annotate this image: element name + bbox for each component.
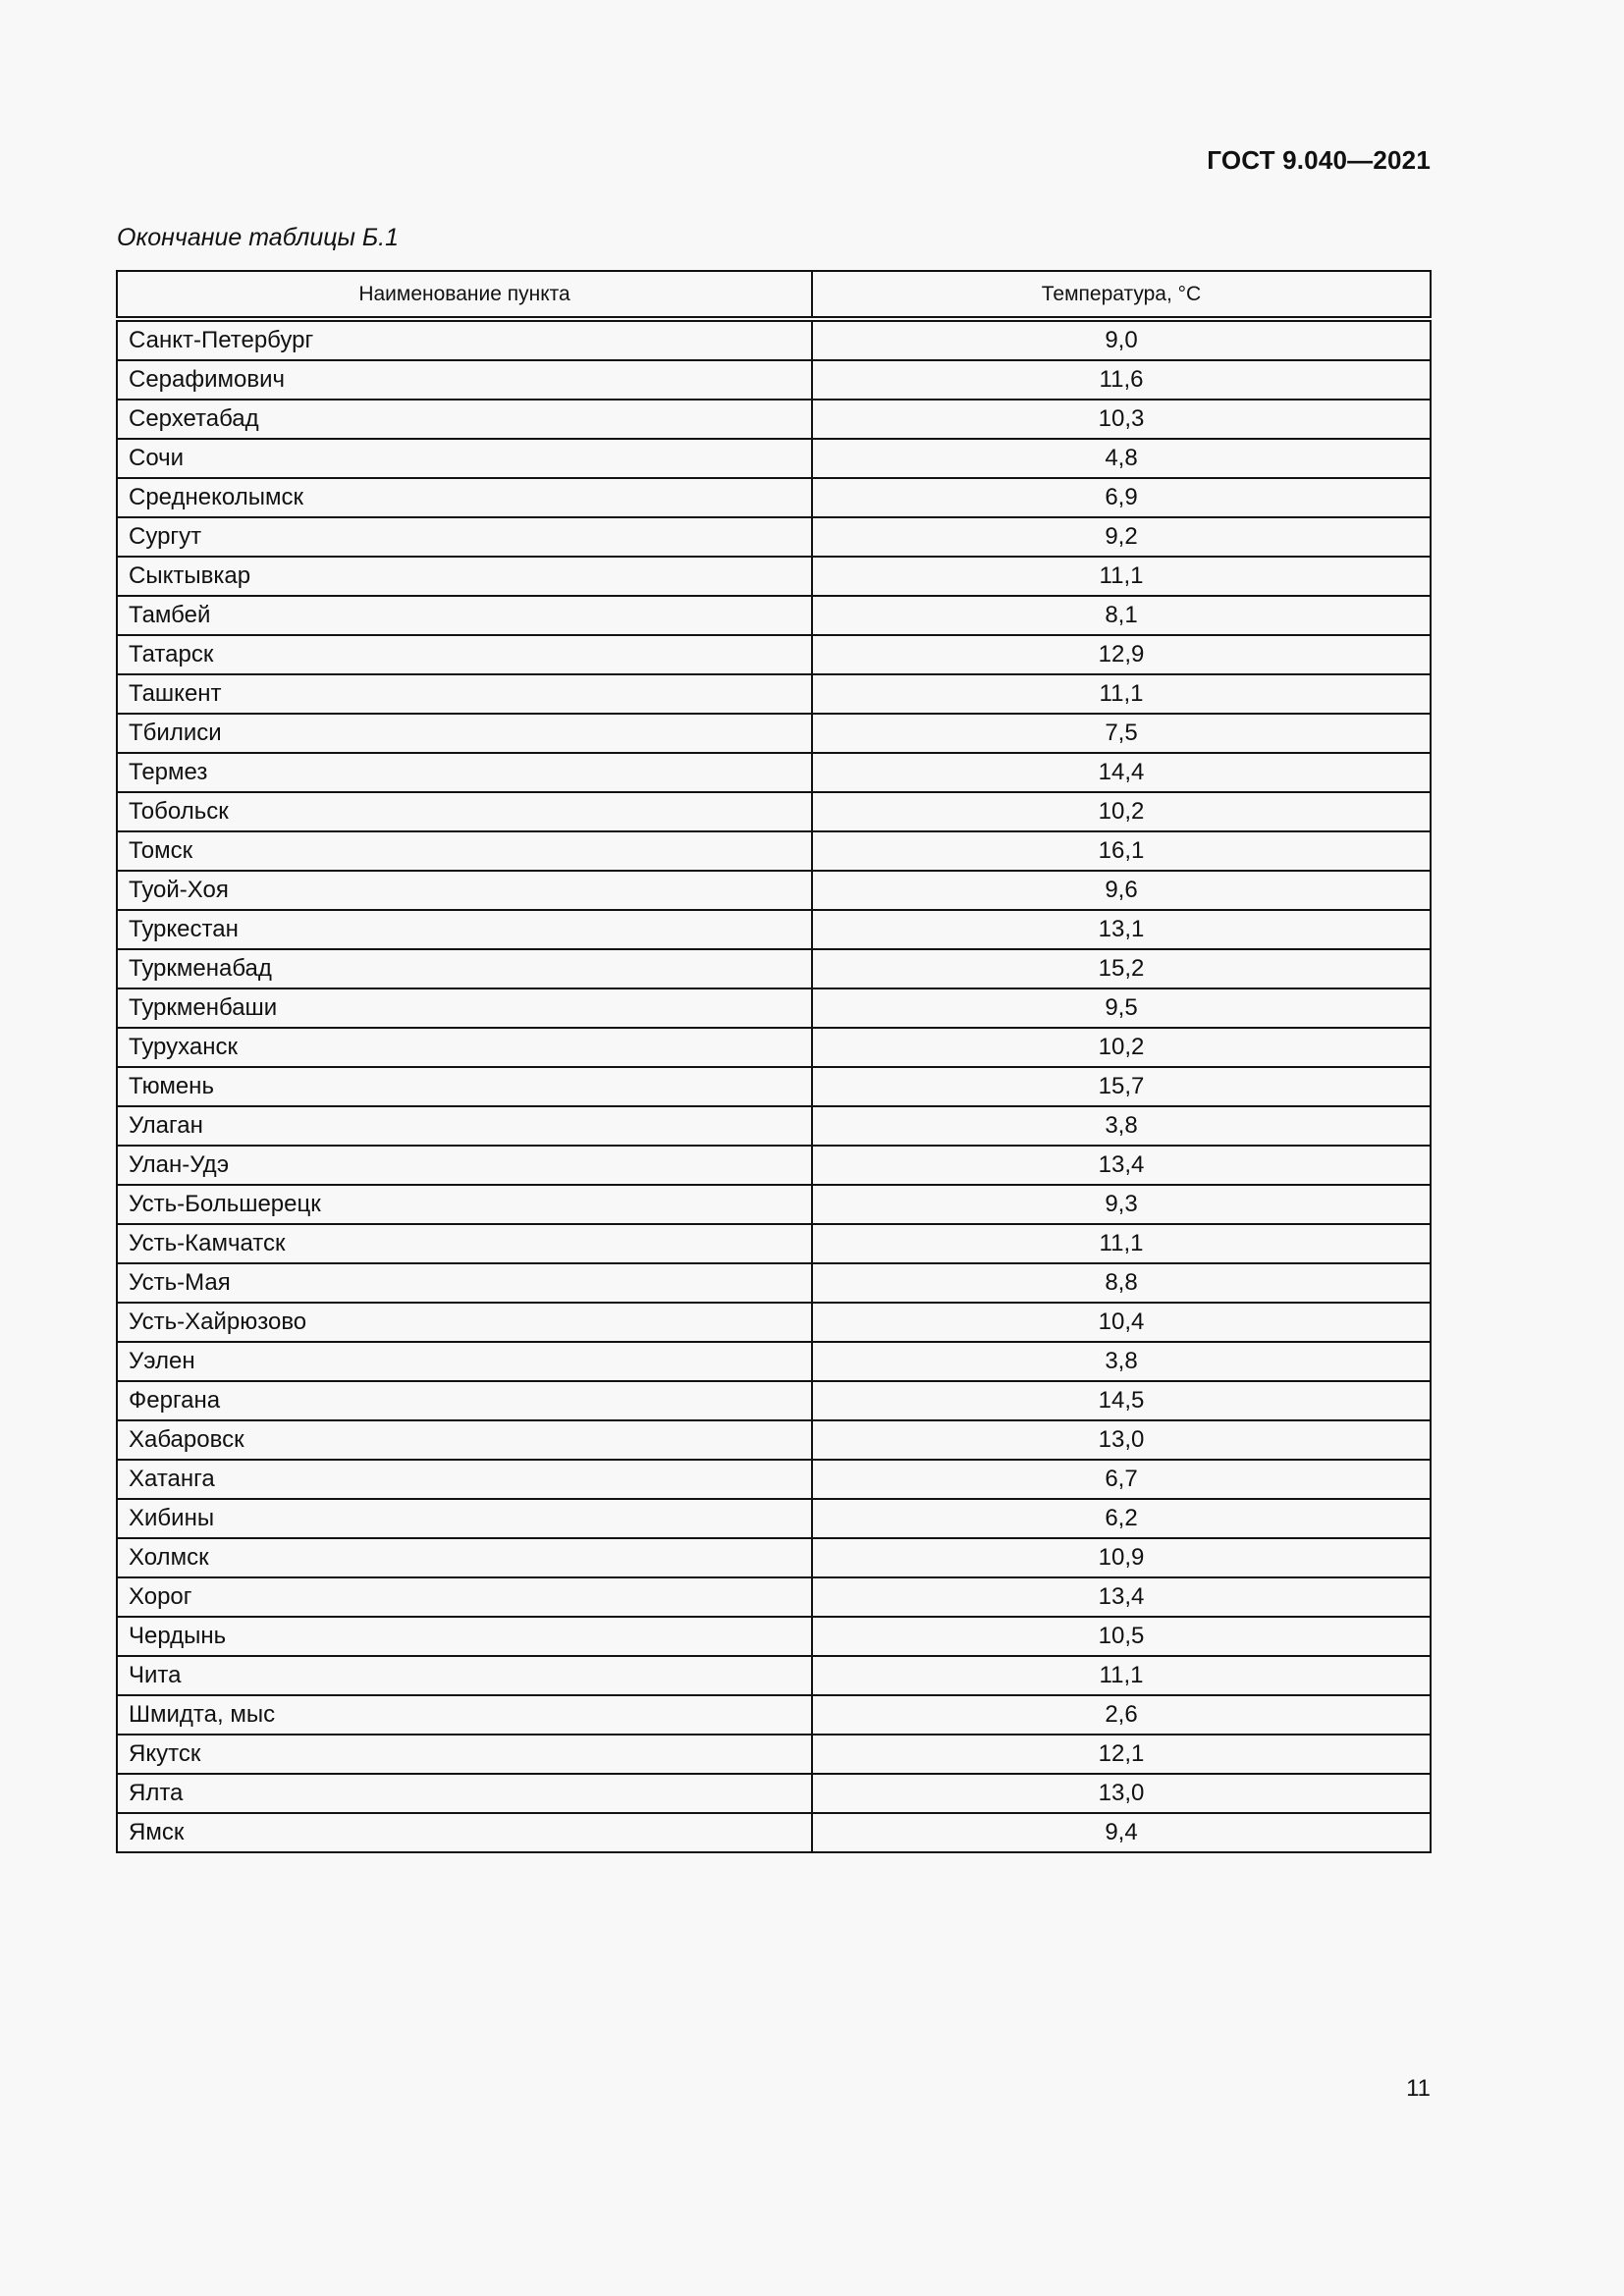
temperature-value-cell: 11,6 (812, 360, 1431, 400)
temperature-value-cell: 8,1 (812, 596, 1431, 635)
table-row (117, 1263, 1431, 1303)
temperature-value-cell: 10,4 (812, 1303, 1431, 1342)
table-row (117, 949, 1431, 988)
table-row (117, 1538, 1431, 1577)
table-row (117, 1342, 1431, 1381)
column-header-location: Наименование пункта (117, 271, 812, 319)
location-name-cell: Хабаровск (117, 1420, 812, 1460)
location-name-cell: Ялта (117, 1774, 812, 1813)
location-name-cell: Туркменбаши (117, 988, 812, 1028)
table-row (117, 1577, 1431, 1617)
temperature-value-cell: 13,0 (812, 1420, 1431, 1460)
table-row (117, 988, 1431, 1028)
location-name-cell: Фергана (117, 1381, 812, 1420)
location-name-cell: Хибины (117, 1499, 812, 1538)
table-row (117, 1695, 1431, 1735)
location-name-cell: Уэлен (117, 1342, 812, 1381)
location-name-cell: Термез (117, 753, 812, 792)
location-name-cell: Тюмень (117, 1067, 812, 1106)
location-name-cell: Сочи (117, 439, 812, 478)
table-row (117, 1813, 1431, 1852)
temperature-value-cell: 10,9 (812, 1538, 1431, 1577)
location-name-cell: Татарск (117, 635, 812, 674)
table-row (117, 319, 1431, 360)
temperature-value-cell: 11,1 (812, 557, 1431, 596)
location-name-cell: Томск (117, 831, 812, 871)
temperature-value-cell: 3,8 (812, 1106, 1431, 1146)
location-name-cell: Усть-Камчатск (117, 1224, 812, 1263)
temperature-value-cell: 11,1 (812, 1224, 1431, 1263)
table-body (117, 319, 1431, 1852)
temperature-value-cell: 13,1 (812, 910, 1431, 949)
table-row (117, 792, 1431, 831)
temperature-value-cell: 9,2 (812, 517, 1431, 557)
table-row (117, 831, 1431, 871)
table-row (117, 1617, 1431, 1656)
temperature-value-cell: 12,1 (812, 1735, 1431, 1774)
location-name-cell: Усть-Хайрюзово (117, 1303, 812, 1342)
temperature-value-cell: 14,4 (812, 753, 1431, 792)
temperature-value-cell: 10,5 (812, 1617, 1431, 1656)
temperature-value-cell: 13,4 (812, 1577, 1431, 1617)
table-header-row (117, 271, 1431, 319)
location-name-cell: Шмидта, мыс (117, 1695, 812, 1735)
table-row (117, 674, 1431, 714)
temperature-value-cell: 9,6 (812, 871, 1431, 910)
table-row (117, 1185, 1431, 1224)
table-row (117, 1420, 1431, 1460)
temperature-value-cell: 13,0 (812, 1774, 1431, 1813)
temperature-value-cell: 6,2 (812, 1499, 1431, 1538)
location-name-cell: Чердынь (117, 1617, 812, 1656)
temperature-value-cell: 11,1 (812, 674, 1431, 714)
temperature-value-cell: 13,4 (812, 1146, 1431, 1185)
table-row (117, 1381, 1431, 1420)
location-name-cell: Туой-Хоя (117, 871, 812, 910)
location-name-cell: Туруханск (117, 1028, 812, 1067)
location-name-cell: Улаган (117, 1106, 812, 1146)
temperature-value-cell: 11,1 (812, 1656, 1431, 1695)
location-name-cell: Якутск (117, 1735, 812, 1774)
table-row (117, 439, 1431, 478)
location-name-cell: Санкт-Петербург (117, 319, 812, 360)
table-row (117, 596, 1431, 635)
table-row (117, 360, 1431, 400)
location-name-cell: Сыктывкар (117, 557, 812, 596)
table-row (117, 1735, 1431, 1774)
table-row (117, 1028, 1431, 1067)
table-row (117, 1067, 1431, 1106)
location-name-cell: Туркменабад (117, 949, 812, 988)
temperature-value-cell: 15,2 (812, 949, 1431, 988)
temperature-value-cell: 12,9 (812, 635, 1431, 674)
temperature-value-cell: 9,4 (812, 1813, 1431, 1852)
table-row (117, 1774, 1431, 1813)
table-row (117, 1460, 1431, 1499)
temperature-value-cell: 4,8 (812, 439, 1431, 478)
location-name-cell: Чита (117, 1656, 812, 1695)
table-caption: Окончание таблицы Б.1 (117, 224, 399, 251)
temperature-value-cell: 15,7 (812, 1067, 1431, 1106)
table-row (117, 635, 1431, 674)
temperature-value-cell: 16,1 (812, 831, 1431, 871)
temperature-value-cell: 9,3 (812, 1185, 1431, 1224)
temperature-value-cell: 10,2 (812, 792, 1431, 831)
location-name-cell: Усть-Мая (117, 1263, 812, 1303)
table-row (117, 871, 1431, 910)
temperature-value-cell: 10,3 (812, 400, 1431, 439)
table-row (117, 1499, 1431, 1538)
location-name-cell: Хорог (117, 1577, 812, 1617)
location-name-cell: Тобольск (117, 792, 812, 831)
location-name-cell: Среднеколымск (117, 478, 812, 517)
location-name-cell: Тбилиси (117, 714, 812, 753)
temperature-value-cell: 8,8 (812, 1263, 1431, 1303)
temperature-table (116, 270, 1432, 1853)
table-row (117, 1106, 1431, 1146)
document-standard-header: ГОСТ 9.040—2021 (1207, 145, 1431, 175)
table-row (117, 557, 1431, 596)
page-number: 11 (1406, 2075, 1431, 2102)
table-row (117, 1303, 1431, 1342)
table-row (117, 714, 1431, 753)
table-row (117, 517, 1431, 557)
temperature-value-cell: 6,7 (812, 1460, 1431, 1499)
temperature-value-cell: 10,2 (812, 1028, 1431, 1067)
table-header (117, 271, 1431, 319)
table-row (117, 1656, 1431, 1695)
temperature-value-cell: 9,0 (812, 319, 1431, 360)
temperature-value-cell: 14,5 (812, 1381, 1431, 1420)
temperature-value-cell: 2,6 (812, 1695, 1431, 1735)
location-name-cell: Серхетабад (117, 400, 812, 439)
temperature-value-cell: 3,8 (812, 1342, 1431, 1381)
column-header-temperature: Температура, °С (812, 271, 1431, 319)
location-name-cell: Усть-Большерецк (117, 1185, 812, 1224)
table-row (117, 753, 1431, 792)
table-row (117, 1146, 1431, 1185)
table-row (117, 1224, 1431, 1263)
temperature-value-cell: 6,9 (812, 478, 1431, 517)
table-row (117, 400, 1431, 439)
table-row (117, 910, 1431, 949)
location-name-cell: Улан-Удэ (117, 1146, 812, 1185)
location-name-cell: Сургут (117, 517, 812, 557)
location-name-cell: Тамбей (117, 596, 812, 635)
location-name-cell: Хатанга (117, 1460, 812, 1499)
location-name-cell: Ташкент (117, 674, 812, 714)
location-name-cell: Серафимович (117, 360, 812, 400)
temperature-value-cell: 9,5 (812, 988, 1431, 1028)
location-name-cell: Туркестан (117, 910, 812, 949)
temperature-value-cell: 7,5 (812, 714, 1431, 753)
table-row (117, 478, 1431, 517)
location-name-cell: Ямск (117, 1813, 812, 1852)
location-name-cell: Холмск (117, 1538, 812, 1577)
